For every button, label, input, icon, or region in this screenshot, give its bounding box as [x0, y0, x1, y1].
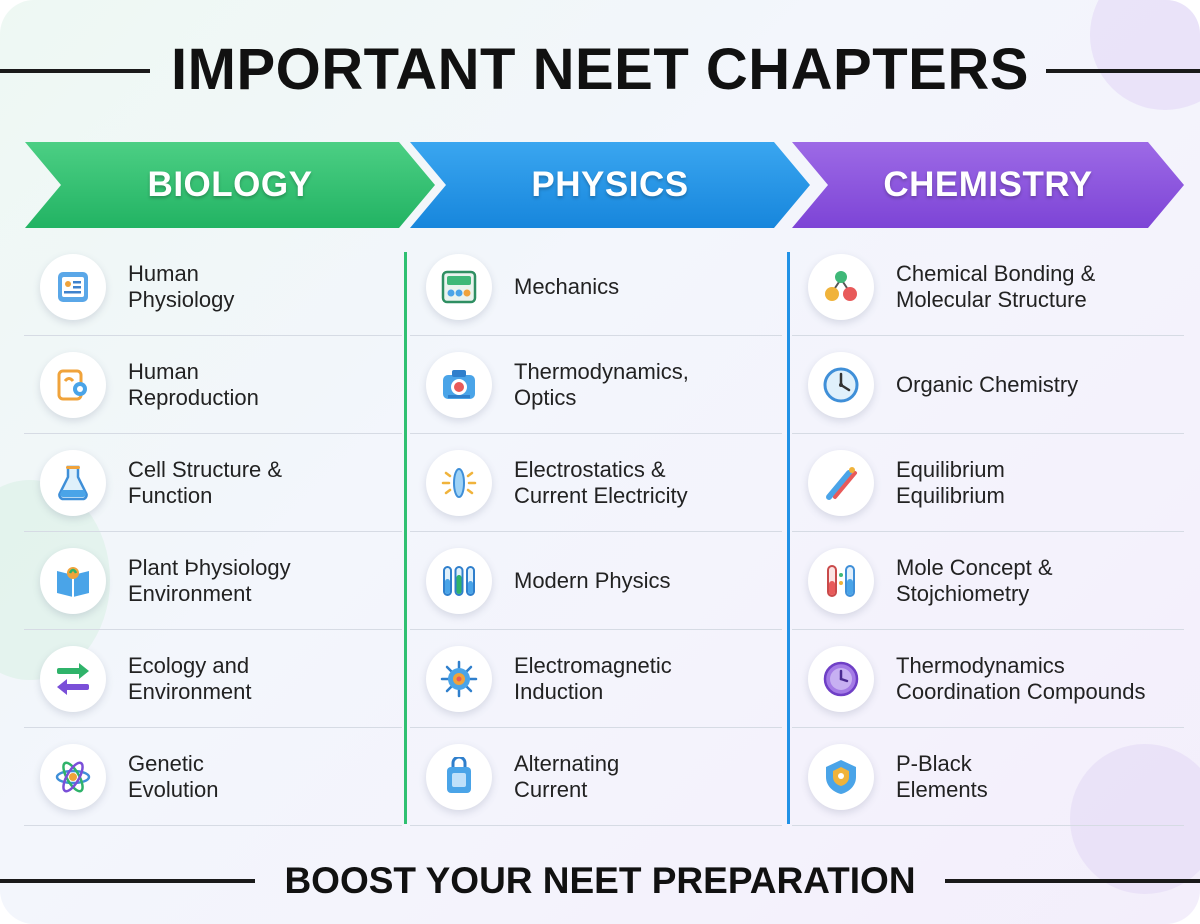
timer-icon: [808, 646, 874, 712]
chapter-item: [410, 532, 782, 630]
clock-icon: [808, 352, 874, 418]
exchange-arrows-icon: [40, 646, 106, 712]
tubes-icon: [808, 548, 874, 614]
row-separator: [24, 825, 402, 826]
chapter-label: P-Black Elements: [896, 751, 988, 802]
chapter-item: [410, 434, 782, 532]
chapter-label: Thermodynamics Coordination Compounds: [896, 653, 1146, 704]
chapter-item: [792, 434, 1184, 532]
chapter-label: Modern Physics: [514, 568, 671, 593]
chapter-item: [24, 238, 402, 336]
chapter-item: [24, 728, 402, 826]
chapter-item: [410, 728, 782, 826]
virus-icon: [426, 646, 492, 712]
subject-title: CHEMISTRY: [883, 165, 1093, 204]
lens-icon: [426, 450, 492, 516]
atom-icon: [40, 744, 106, 810]
subject-banner-physics: [410, 142, 810, 228]
chapter-label: Alternating Current: [514, 751, 620, 802]
page-title: IMPORTANT NEET CHAPTERS: [171, 37, 1029, 102]
test-tubes-icon: [426, 548, 492, 614]
subject-banner-biology: [25, 142, 435, 228]
chapter-item: [24, 336, 402, 434]
chapter-label: Electrostatics & Current Electricity: [514, 457, 688, 508]
column-divider: [404, 252, 407, 824]
chapter-label: Genetic Evolution: [128, 751, 219, 802]
subject-title: PHYSICS: [531, 165, 689, 204]
camera-icon: [426, 352, 492, 418]
footer-tagline: BOOST YOUR NEET PREPARATION: [284, 860, 916, 901]
chapter-item: [792, 630, 1184, 728]
reproduction-icon: [40, 352, 106, 418]
chapter-label: Electromagnetic Induction: [514, 653, 672, 704]
chapter-label: Human Physiology: [128, 261, 235, 312]
control-panel-icon: [426, 254, 492, 320]
title-rule-right: [1046, 69, 1200, 73]
tweezers-icon: [808, 450, 874, 516]
flask-icon: [40, 450, 106, 516]
row-separator: [410, 825, 782, 826]
shield-icon: [808, 744, 874, 810]
chapter-item: [792, 532, 1184, 630]
row-separator: [792, 825, 1184, 826]
plant-book-icon: [40, 548, 106, 614]
chapter-label: Mechanics: [514, 274, 620, 299]
footer-rule-right: [945, 879, 1200, 883]
chapter-item: [24, 630, 402, 728]
chapter-item: [410, 630, 782, 728]
chapter-label: Equilibrium Equilibrium: [896, 457, 1005, 508]
title-rule-left: [0, 69, 150, 73]
chapter-label: Ecology and Environment: [128, 653, 252, 704]
chapter-item: [792, 728, 1184, 826]
molecule-icon: [808, 254, 874, 320]
chapter-label: Mole Concept & Stojchiometry: [896, 555, 1053, 606]
chapter-label: Cell Structure & Function: [128, 457, 283, 508]
battery-icon: [426, 744, 492, 810]
chapter-item: [792, 336, 1184, 434]
chapter-label: Plant Þhysiology Environment: [128, 555, 291, 606]
chapter-item: [410, 336, 782, 434]
decorative-blob: [1090, 0, 1200, 110]
footer-rule-left: [0, 879, 255, 883]
chapter-item: [792, 238, 1184, 336]
subject-title: BIOLOGY: [147, 165, 313, 204]
chapter-label: Human Reproduction: [128, 359, 259, 410]
subject-banner-chemistry: [792, 142, 1184, 228]
id-card-icon: [40, 254, 106, 320]
chapter-label: Thermodynamics, Optics: [514, 359, 689, 410]
chapter-item: [24, 532, 402, 630]
chapter-label: Organic Chemistry: [896, 372, 1079, 397]
chapter-item: [410, 238, 782, 336]
chapter-label: Chemical Bonding & Molecular Structure: [896, 261, 1096, 312]
column-divider: [787, 252, 790, 824]
chapter-item: [24, 434, 402, 532]
